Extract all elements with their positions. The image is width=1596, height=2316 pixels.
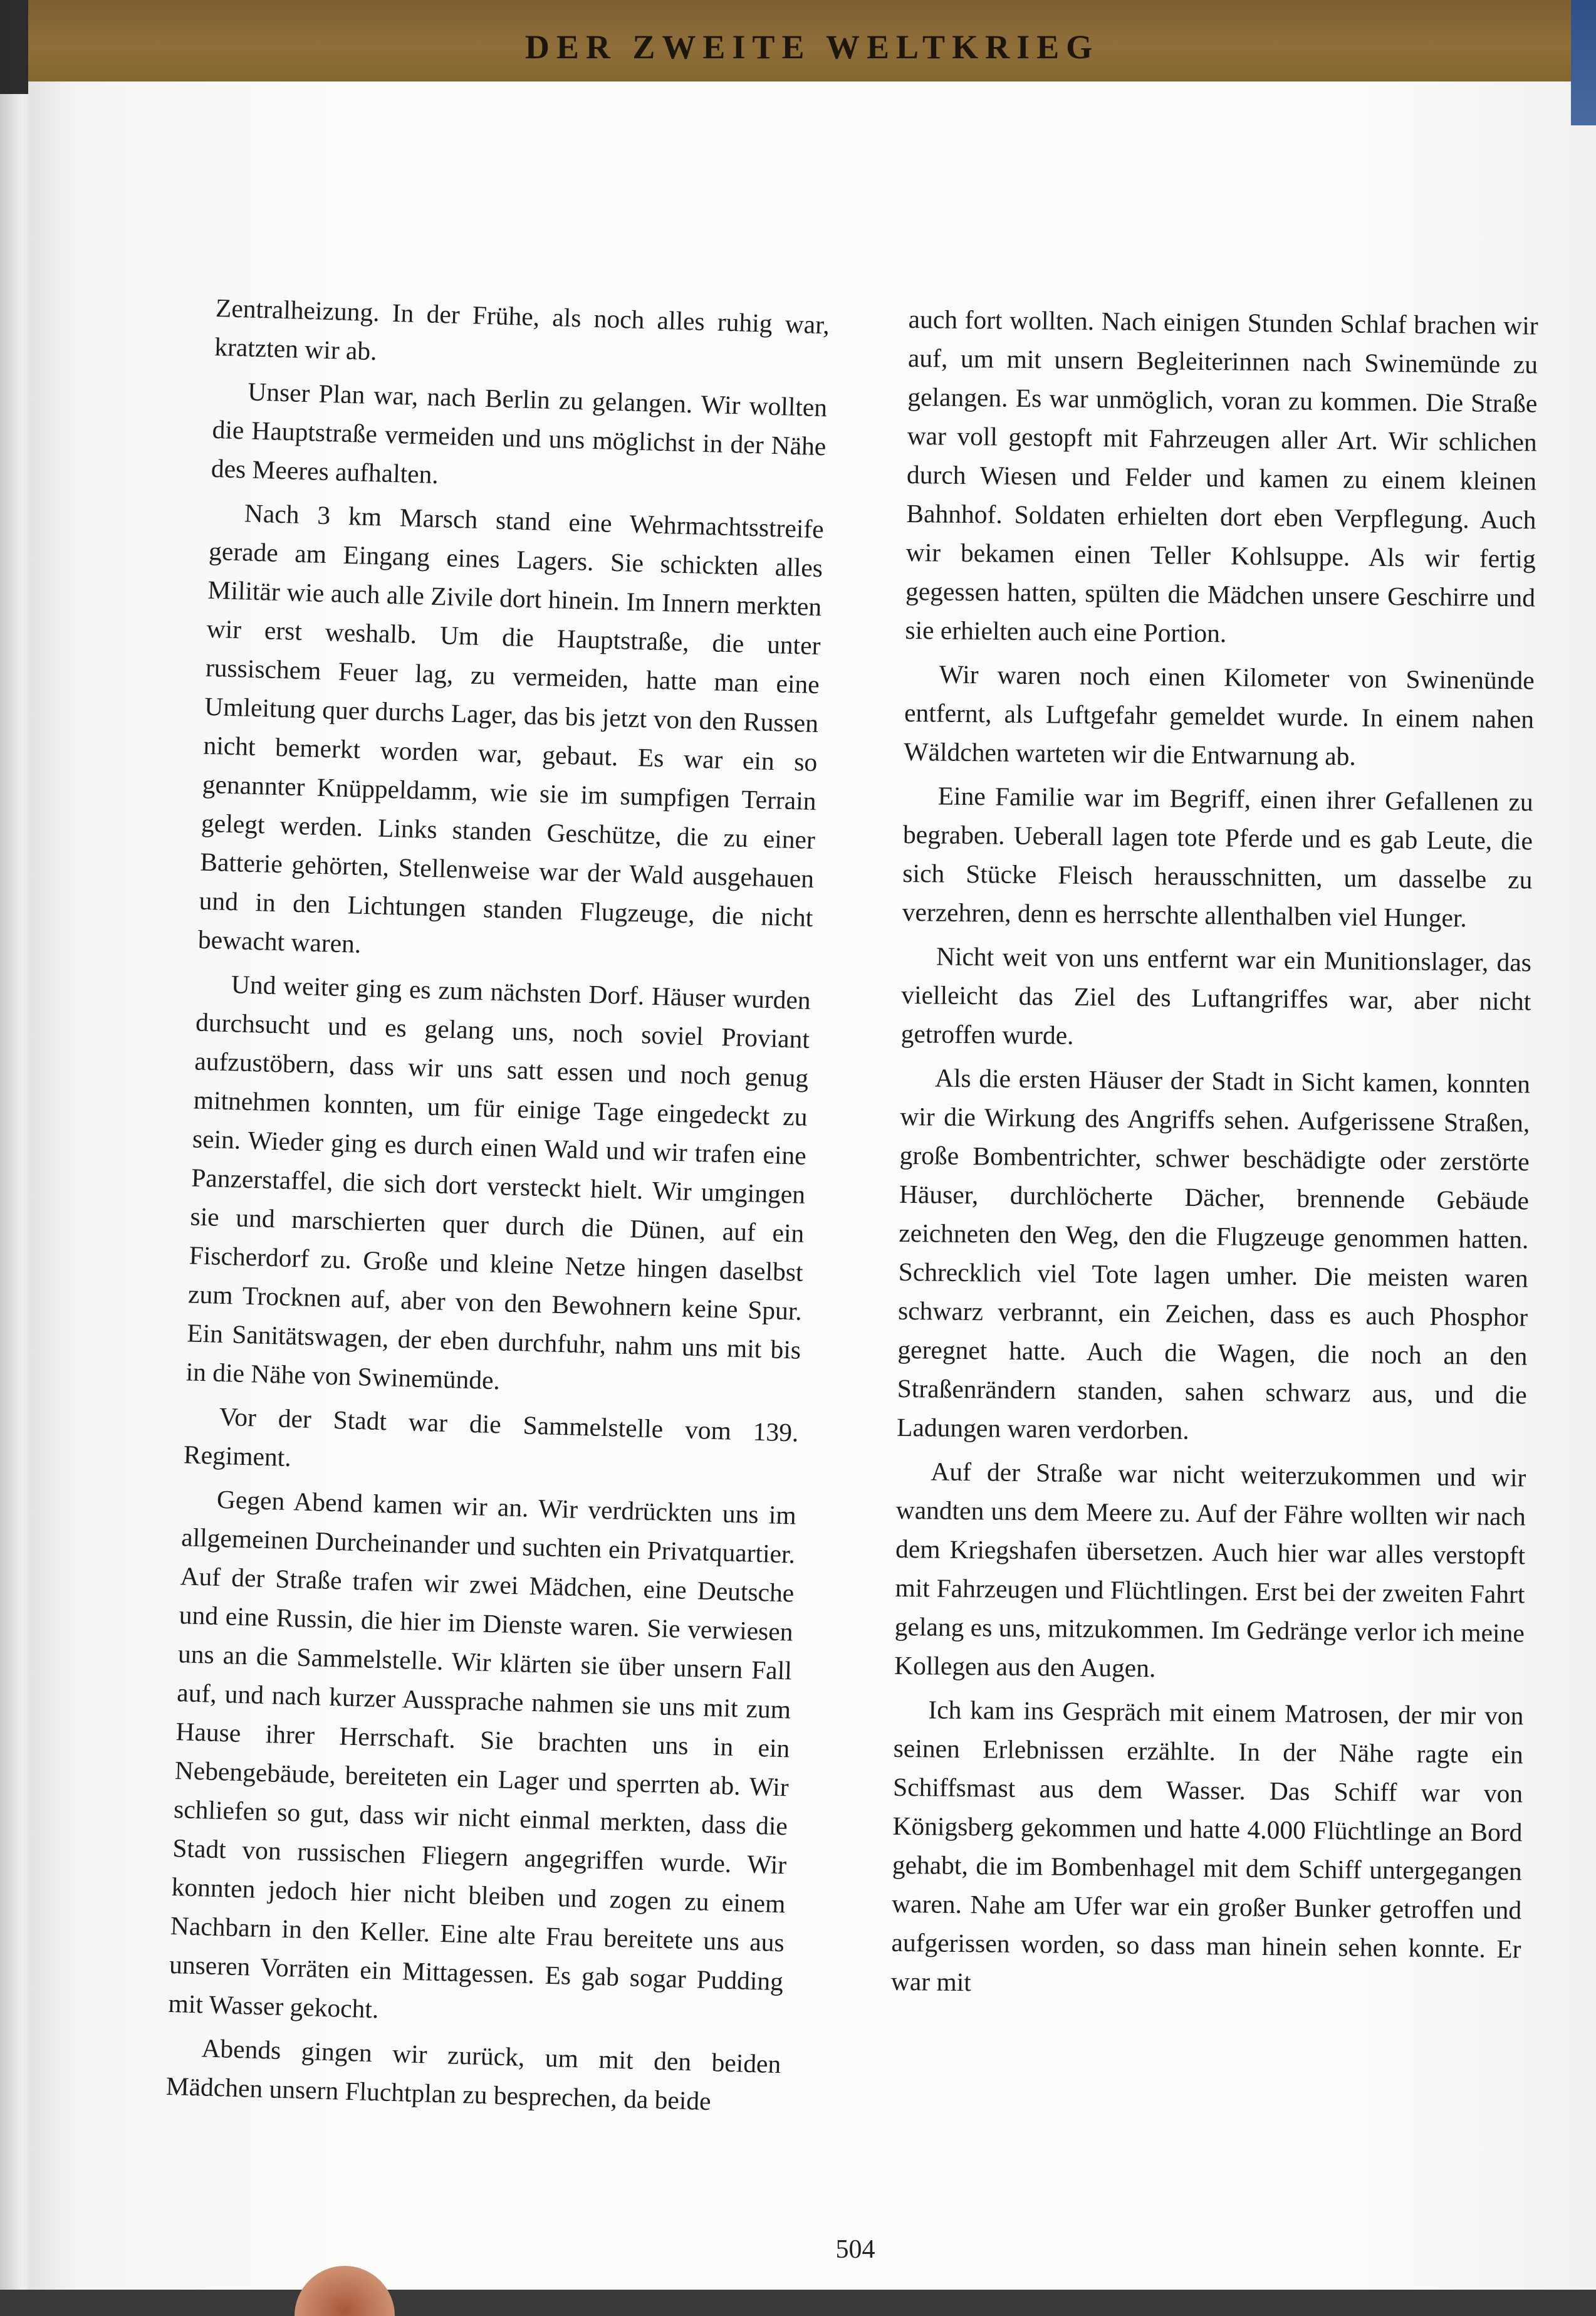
paragraph: Nicht weit von uns entfernt war ein Munitionslager, das vielleicht das Ziel des Luftangriffes war, aber nicht getroffen wurde. [900, 941, 1532, 1050]
paragraph: Wir waren noch einen Kilometer von Swinenünde entfernt, als Luftgefahr gemeldet wurde. In einem nahen Wäldchen warteten wir die Entwarnung ab. [904, 659, 1535, 771]
paragraph: Als die ersten Häuser der Stadt in Sicht kamen, konnten wir die Wirkung des Angriffs sehen. Aufgerissene Straßen, große Bombentrichter, schwer beschädigte oder zerstörte Häuser, durchlöcherte Dächer, brennende Gebäude zeichneten den Weg, den die Flugzeuge genommen hatten. Schrecklich viel Tote lagen umher. Die meisten waren schwarz verbrannt, ein Zeichen, dass es auch Phosphor geregnet hatte. Auch die Wagen, die noch an den Straßenrändern standen, sahen schwarz aus, und die Ladungen waren verdorben. [896, 1063, 1531, 1445]
page-number: 504 [835, 2235, 875, 2264]
paragraph: Vor der Stadt war die Sammelstelle vom 139. Regiment. [183, 1402, 800, 1472]
text-column-left [165, 288, 830, 2127]
book-page [28, 0, 1596, 2290]
paragraph: Gegen Abend kamen wir an. Wir verdrückten uns im allgemeinen Durcheinander und suchten ein Privatquartier. Auf der Straße trafen wir zwei Mädchen, eine Deutsche und eine Russin, die hier im Dienste waren. Sie verwiesen uns an die Sammelstelle. Wir klärten sie über unsern Fall auf, und nach kurzer Aussprache nahmen sie uns mit zum Hause ihrer Herrschaft. Sie brachten uns in ein Nebengebäude, bereiteten ein Lager und sperrten ab. Wir schliefen so gut, dass wir nicht einmal merkten, dass die Stadt von russischen Fliegern angegriffen wurde. Wir konnten jedoch hier nicht bleiben und zogen zu einem Nachbarn in den Keller. Eine alte Frau bereitete uns aus unseren Vorräten ein Mittagessen. Es gab sogar Pudding mit Wasser gekocht. [167, 1484, 797, 2024]
paragraph: Zentralheizung. In der Frühe, als noch alles ruhig war, kratzten wir ab. [214, 293, 830, 366]
text-column-right [890, 300, 1538, 2012]
paragraph: Abends gingen wir zurück, um mit den beiden Mädchen unsern Fluchtplan zu besprechen, da beide [165, 2033, 781, 2116]
paragraph: Und weiter ging es zum nächsten Dorf. Häuser wurden durchsucht und es gelang uns, noch soviel Proviant aufzustöbern, dass wir uns satt essen und noch genug mitnehmen konnten, um für einige Tage eingedeckt zu sein. Wieder ging es durch einen Wald und wir trafen eine Panzerstaffel, die sich dort versteckt hielt. Wir umgingen sie und marschierten quer durch die Dünen, auf ein Fischerdorf zu. Große und kleine Netze hingen daselbst zum Trocknen auf, aber von den Bewohnern keine Spur. Ein Sanitätswagen, der eben durchfuhr, nahm uns mit bis in die Nähe von Swinemünde. [185, 970, 811, 1395]
paragraph: Auf der Straße war nicht weiterzukommen und wir wandten uns dem Meere zu. Auf der Fähre wollten wir nach dem Kriegshafen übersetzen. Auch hier war alles verstopft mit Fahrzeugen und Flüchtlingen. Erst bei der zweiten Fahrt gelang es uns, mitzukommen. Im Gedränge verlor ich meine Kollegen aus den Augen. [894, 1457, 1526, 1683]
paragraph: Eine Familie war im Begriff, einen ihrer Gefallenen zu begraben. Ueberall lagen tote Pferde und es gab Leute, die sich Stücke Fleisch herausschnitten, um dasselbe zu verzehren, denn es herrschte allenthalben viel Hunger. [902, 781, 1533, 933]
background-strip [1571, 0, 1596, 125]
running-header [28, 0, 1596, 81]
paragraph: Nach 3 km Marsch stand eine Wehrmachtsstreife gerade am Eingang eines Lagers. Sie schickten alles Militär wie auch alle Zivile dort hinein. Im Innern merkten wir erst weshalb. Um die Hauptstraße, die unter russischem Feuer lag, zu vermeiden, hatte man eine Umleitung quer durchs Lager, das bis jetzt von den Russen nicht bemerkt worden war, gebaut. Es war ein so genannter Knüppeldamm, wie sie im sumpfigen Terrain gelegt werden. Links standen Geschütze, die zu einer Batterie gehörten, Stellenweise war der Wald ausgehauen und in den Lichtungen standen Flugzeuge, die nicht bewacht waren. [197, 498, 825, 958]
running-header-title: DER ZWEITE WELTKRIEG [524, 28, 1100, 66]
paragraph: Ich kam ins Gespräch mit einem Matrosen, der mir von seinen Erlebnissen erzählte. In der Nähe ragte ein Schiffsmast aus dem Wasser. Das Schiff war von Königsberg gekommen und hatte 4.000 Flüchtlinge an Bord gehabt, die im Bombenhagel mit dem Schiff untergegangen waren. Nahe am Ufer war ein großer Bunker getroffen und aufgerissen worden, so dass man hinein sehen konnte. Er war mit [890, 1695, 1524, 1997]
paragraph: auch fort wollten. Nach einigen Stunden Schlaf brachen wir auf, um mit unsern Begleiterinnen nach Swinemünde zu gelangen. Es war unmöglich, voran zu kommen. Die Straße war voll gestopft mit Fahrzeugen aller Art. Wir schlichen durch Wiesen und Felder und kamen zu einem kleinen Bahnhof. Soldaten erhielten dort eben Verpflegung. Auch wir bekamen einen Teller Kohlsuppe. Als wir fertig gegessen hatten, spülten die Mädchen unsere Geschirre und sie erhielten auch eine Portion. [905, 304, 1538, 648]
paragraph: Unser Plan war, nach Berlin zu gelangen. Wir wollten die Hauptstraße vermeiden und uns möglichst in der Nähe des Meeres aufhalten. [211, 377, 828, 490]
